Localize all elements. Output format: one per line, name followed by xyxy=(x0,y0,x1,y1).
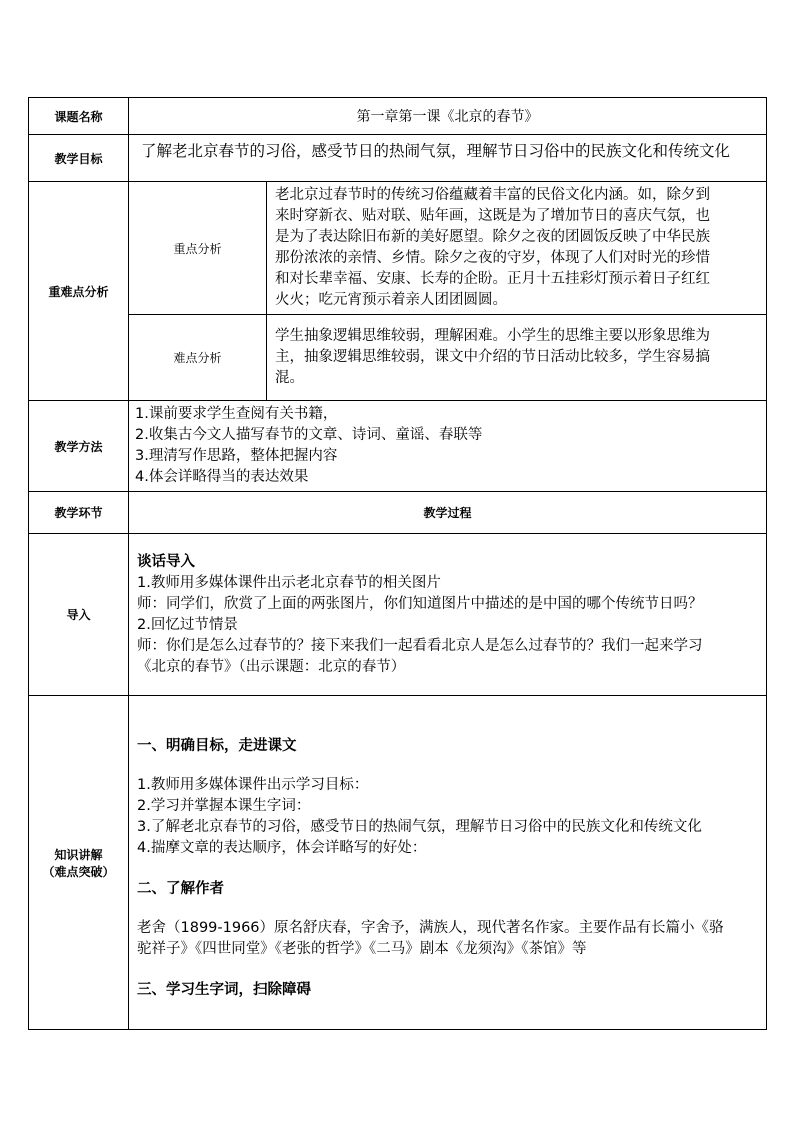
difficult-line: 主，抽象逻辑思维较弱，课文中介绍的节日活动比较多，学生容易搞 xyxy=(275,349,710,365)
analysis-label: 重难点分析 xyxy=(29,182,129,401)
section2-line: 驼祥子》《四世同堂》《老张的哲学》《二马》剧本《龙须沟》《茶馆》等 xyxy=(137,941,587,957)
process-label: 教学过程 xyxy=(129,492,767,534)
intro-row xyxy=(29,534,767,696)
section2-heading: 二、了解作者 xyxy=(137,881,224,897)
key-analysis-row xyxy=(29,182,767,315)
title-row xyxy=(29,98,767,135)
difficult-analysis-label: 难点分析 xyxy=(129,315,267,401)
title-label: 课题名称 xyxy=(29,98,129,135)
methods-list xyxy=(129,401,767,492)
section1-item: 3.了解老北京春节的习俗，感受节日的热闹气氛，理解节日习俗中的民族文化和传统文化 xyxy=(137,819,702,835)
process-stage-label: 教学环节 xyxy=(29,492,129,534)
key-analysis-label: 重点分析 xyxy=(129,182,267,315)
goals-value: 了解老北京春节的习俗，感受节日的热闹气氛，理解节日习俗中的民族文化和传统文化 xyxy=(141,142,731,160)
key-line: 火火；吃元宵预示着亲人团团圆圆。 xyxy=(275,292,507,308)
method-item: 2.收集古今文人描写春节的文章、诗词、童谣、春联等 xyxy=(135,427,483,443)
process-header-row xyxy=(29,492,767,534)
intro-label: 导入 xyxy=(29,534,129,696)
knowledge-content xyxy=(129,696,767,1030)
key-line: 来时穿新衣、贴对联、贴年画，这既是为了增加节日的喜庆气氛，也 xyxy=(275,208,710,224)
knowledge-label-cell xyxy=(29,696,129,1030)
key-line: 老北京过春节时的传统习俗蕴藏着丰富的民俗文化内涵。如，除夕到 xyxy=(275,187,710,203)
section1-item: 2.学习并掌握本课生字词： xyxy=(137,798,311,814)
methods-row xyxy=(29,401,767,492)
intro-line: 2.回忆过节情景 xyxy=(137,616,238,633)
section2-line: 老舍（1899-1966）原名舒庆春，字舍予，满族人，现代著名作家。主要作品有长篇小《骆 xyxy=(137,920,724,936)
key-line: 那份浓浓的亲情、乡情。除夕之夜的守岁，体现了人们对时光的珍惜 xyxy=(275,250,710,266)
difficult-line: 混。 xyxy=(275,370,304,386)
goals-row xyxy=(29,135,767,182)
methods-label: 教学方法 xyxy=(29,401,129,492)
difficult-line: 学生抽象逻辑思维较弱，理解困难。小学生的思维主要以形象思维为 xyxy=(275,328,710,344)
key-line: 和对长辈幸福、安康、长寿的企盼。正月十五挂彩灯预示着日子红红 xyxy=(275,271,710,287)
lesson-plan-table xyxy=(28,97,767,1030)
intro-line: 《北京的春节》（出示课题：北京的春节） xyxy=(137,658,406,675)
method-item: 1.课前要求学生查阅有关书籍， xyxy=(135,406,338,422)
knowledge-sublabel: （难点突破） xyxy=(42,864,115,879)
difficult-analysis-row xyxy=(29,315,767,401)
intro-line: 师：你们是怎么过春节的？接下来我们一起看看北京人是怎么过春节的？我们一起来学习 xyxy=(137,637,703,654)
section3-heading: 三、学习生字词，扫除障碍 xyxy=(137,982,311,998)
intro-heading: 谈话导入 xyxy=(137,553,195,570)
key-analysis-text xyxy=(267,182,767,315)
intro-content xyxy=(129,534,767,696)
method-item: 3.理清写作思路，整体把握内容 xyxy=(135,448,338,464)
section1-item: 4.揣摩文章的表达顺序，体会详略写的好处： xyxy=(137,840,427,856)
difficult-analysis-text xyxy=(267,315,767,401)
intro-line: 师：同学们，欣赏了上面的两张图片，你们知道图片中描述的是中国的哪个传统节日吗？ xyxy=(137,595,703,612)
section1-item: 1.教师用多媒体课件出示学习目标： xyxy=(137,777,369,793)
knowledge-row xyxy=(29,696,767,1030)
method-item: 4.体会详略得当的表达效果 xyxy=(135,469,309,485)
goals-text xyxy=(129,135,767,182)
intro-line: 1.教师用多媒体课件出示老北京春节的相关图片 xyxy=(137,574,441,591)
key-line: 是为了表达除旧布新的美好愿望。除夕之夜的团圆饭反映了中华民族 xyxy=(275,229,710,245)
knowledge-label: 知识讲解 xyxy=(54,847,103,862)
lesson-title: 第一章第一课《北京的春节》 xyxy=(129,98,767,135)
goals-label: 教学目标 xyxy=(29,135,129,182)
section1-heading: 一、明确目标，走进课文 xyxy=(137,738,297,754)
